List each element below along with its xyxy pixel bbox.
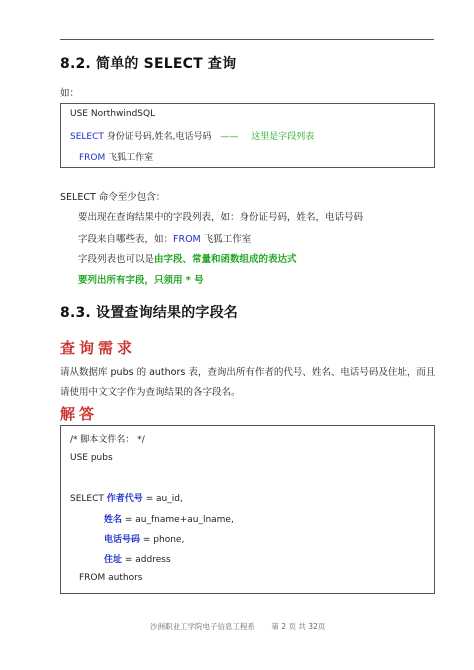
- alias-address: 住址: [104, 555, 123, 565]
- alias-name-expr: = au_fname+au_lname,: [122, 515, 234, 525]
- code-line-from: [79, 150, 153, 163]
- example-label: 如：: [60, 88, 80, 99]
- code-box-1: [60, 103, 435, 168]
- code-from-authors: FROM authors: [79, 573, 143, 583]
- top-rule: [60, 39, 434, 40]
- bullet-3: [78, 251, 297, 265]
- section-title-8-3: 8.3. 设置查询结果的字段名: [60, 305, 238, 321]
- select-intro: SELECT 命令至少包含：: [60, 192, 166, 203]
- code-comment-line: /* 脚本文件名： */: [70, 435, 145, 445]
- bullet-4: 要列出所有字段，只须用 * 号: [78, 275, 204, 286]
- code-use-pubs: USE pubs: [70, 453, 113, 463]
- code-address-line: [104, 552, 171, 565]
- code-select-line: [70, 491, 183, 504]
- alias-author-id-expr: = au_id,: [142, 494, 183, 504]
- select-fields: 身份证号码,姓名,电话号码: [106, 132, 212, 142]
- from-table: 飞狐工作室: [108, 153, 154, 163]
- requirement-heading: 查询需求: [60, 339, 137, 357]
- requirement-text-1: 请从数据库 pubs 的 authors 表，查询出所有作者的代号、姓名、电话号码及住址，而且: [60, 367, 436, 378]
- footer-page-pre: 第: [271, 622, 279, 631]
- select-keyword: SELECT: [70, 132, 104, 142]
- code-line-select: [70, 129, 314, 142]
- footer: [150, 621, 325, 632]
- footer-page-number: 2: [281, 622, 287, 631]
- alias-phone: 电话号码: [104, 535, 141, 545]
- select-keyword-2: SELECT: [70, 494, 104, 504]
- bullet-3-text: 字段列表也可以是: [78, 254, 155, 265]
- code-name-line: [104, 512, 234, 525]
- requirement-text-2: 请使用中文文字作为查询结果的各字段名。: [60, 387, 241, 398]
- alias-name: 姓名: [104, 515, 123, 525]
- bullet-2-table: 飞狐工作室: [203, 234, 252, 245]
- alias-author-id: 作者代号: [106, 494, 143, 504]
- footer-page-post: 页: [317, 622, 326, 631]
- bullet-2-keyword: FROM: [173, 234, 201, 245]
- from-keyword: FROM: [79, 153, 106, 163]
- alias-phone-expr: = phone,: [140, 535, 185, 545]
- footer-page-mid: 页 共: [288, 622, 306, 631]
- footer-institution: 沙洲职业工学院电子信息工程系: [150, 622, 255, 631]
- code-line-use: [70, 109, 155, 119]
- footer-page-total: 32: [308, 622, 318, 631]
- bullet-1: 要出现在查询结果中的字段列表，如：身份证号码，姓名，电话号码: [78, 212, 364, 223]
- code-use-text: USE NorthwindSQL: [70, 109, 156, 119]
- code-phone-line: [104, 532, 184, 545]
- code-box-2: [60, 425, 435, 594]
- answer-heading: 解答: [60, 405, 99, 423]
- comment-dash: ——: [220, 132, 239, 142]
- alias-address-expr: = address: [122, 555, 171, 565]
- section-title-8-2: 8.2. 简单的 SELECT 查询: [60, 56, 237, 72]
- bullet-2: [78, 231, 251, 245]
- bullet-3-highlight: 由字段、常量和函数组成的表达式: [154, 254, 297, 265]
- code-comment: 这里是字段列表: [251, 132, 315, 142]
- bullet-2-text: 字段来自哪些表，如：: [78, 234, 174, 245]
